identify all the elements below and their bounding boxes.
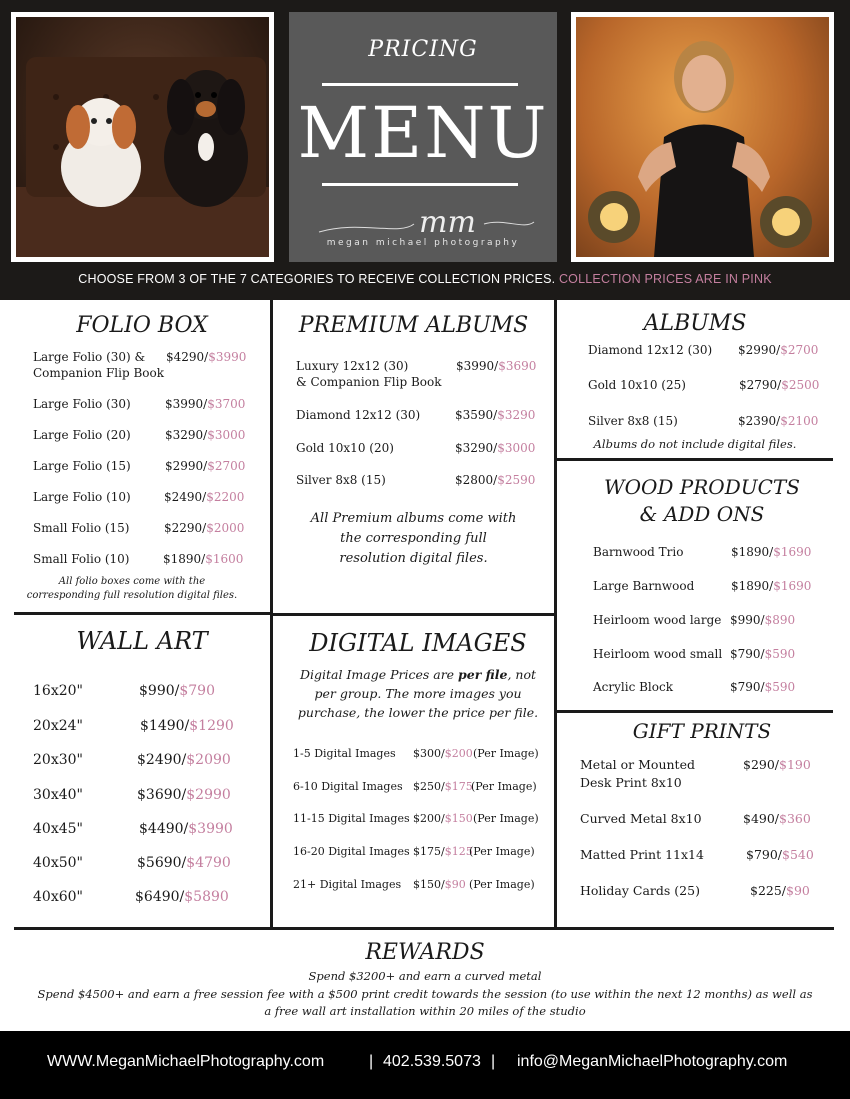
row-divider [14,612,270,615]
separator: | [491,1053,496,1070]
separator: | [369,1053,374,1070]
premium-albums-note: All Premium albums come with the corresponding full resolution digital files. [310,511,517,566]
collection-tagline [0,272,850,286]
digital-images-intro: Digital Image Prices are per file, not per group. The more images you purchase, the lower the price per file. [297,667,539,720]
column-divider [554,300,557,928]
albums-note: Albums do not include digital files. [593,437,797,451]
folio-note: All folio boxes come with the corresponding full resolution digital files. [26,576,238,601]
tagline-pink-text: COLLECTION PRICES ARE IN PINK [558,272,772,286]
divider [322,183,518,186]
brand-logo [289,200,557,240]
footer-contact-bar [0,1031,850,1099]
woman-illustration [576,17,829,257]
phone-link[interactable]: 402.539.5073 [383,1053,481,1070]
logo-mark: mm [419,205,476,240]
website-link[interactable]: WWW.MeganMichaelPhotography.com [47,1053,325,1070]
row-divider [273,613,554,616]
menu-heading: MENU [297,92,549,174]
row-divider [557,458,833,461]
rewards-line: a free wall art installation within 20 miles of the studio [264,1004,586,1018]
rewards-line: Spend $3200+ and earn a curved metal [308,969,542,983]
digital-images-title: DIGITAL IMAGES [309,629,527,657]
menu-title-panel [289,12,557,262]
dogs-illustration [16,17,269,257]
premium-albums-title: PREMIUM ALBUMS [298,313,529,338]
gift-prints-title: GIFT PRINTS [632,719,772,743]
email-link[interactable]: info@MeganMichaelPhotography.com [517,1053,788,1070]
rewards-title: REWARDS [365,940,485,965]
wood-products-title: WOOD PRODUCTS & ADD ONS [604,475,800,526]
woman-photo [571,12,834,262]
pricing-heading: PRICING [368,37,478,62]
row-divider [14,927,834,930]
folio-box-title: FOLIO BOX [76,313,208,338]
wall-art-title: WALL ART [76,627,208,655]
tagline-text: CHOOSE FROM 3 OF THE 7 CATEGORIES TO RECEIVE COLLECTION PRICES. [78,272,559,286]
brand-name: megan michael photography [326,238,520,248]
row-divider [557,710,833,713]
dogs-photo [11,12,274,262]
divider [322,83,518,86]
rewards-line: Spend $4500+ and earn a free session fee with a $500 print credit towards the session (to use within the next 12 months) as well as [37,987,813,1001]
header-banner [0,0,850,300]
albums-title: ALBUMS [643,311,747,336]
